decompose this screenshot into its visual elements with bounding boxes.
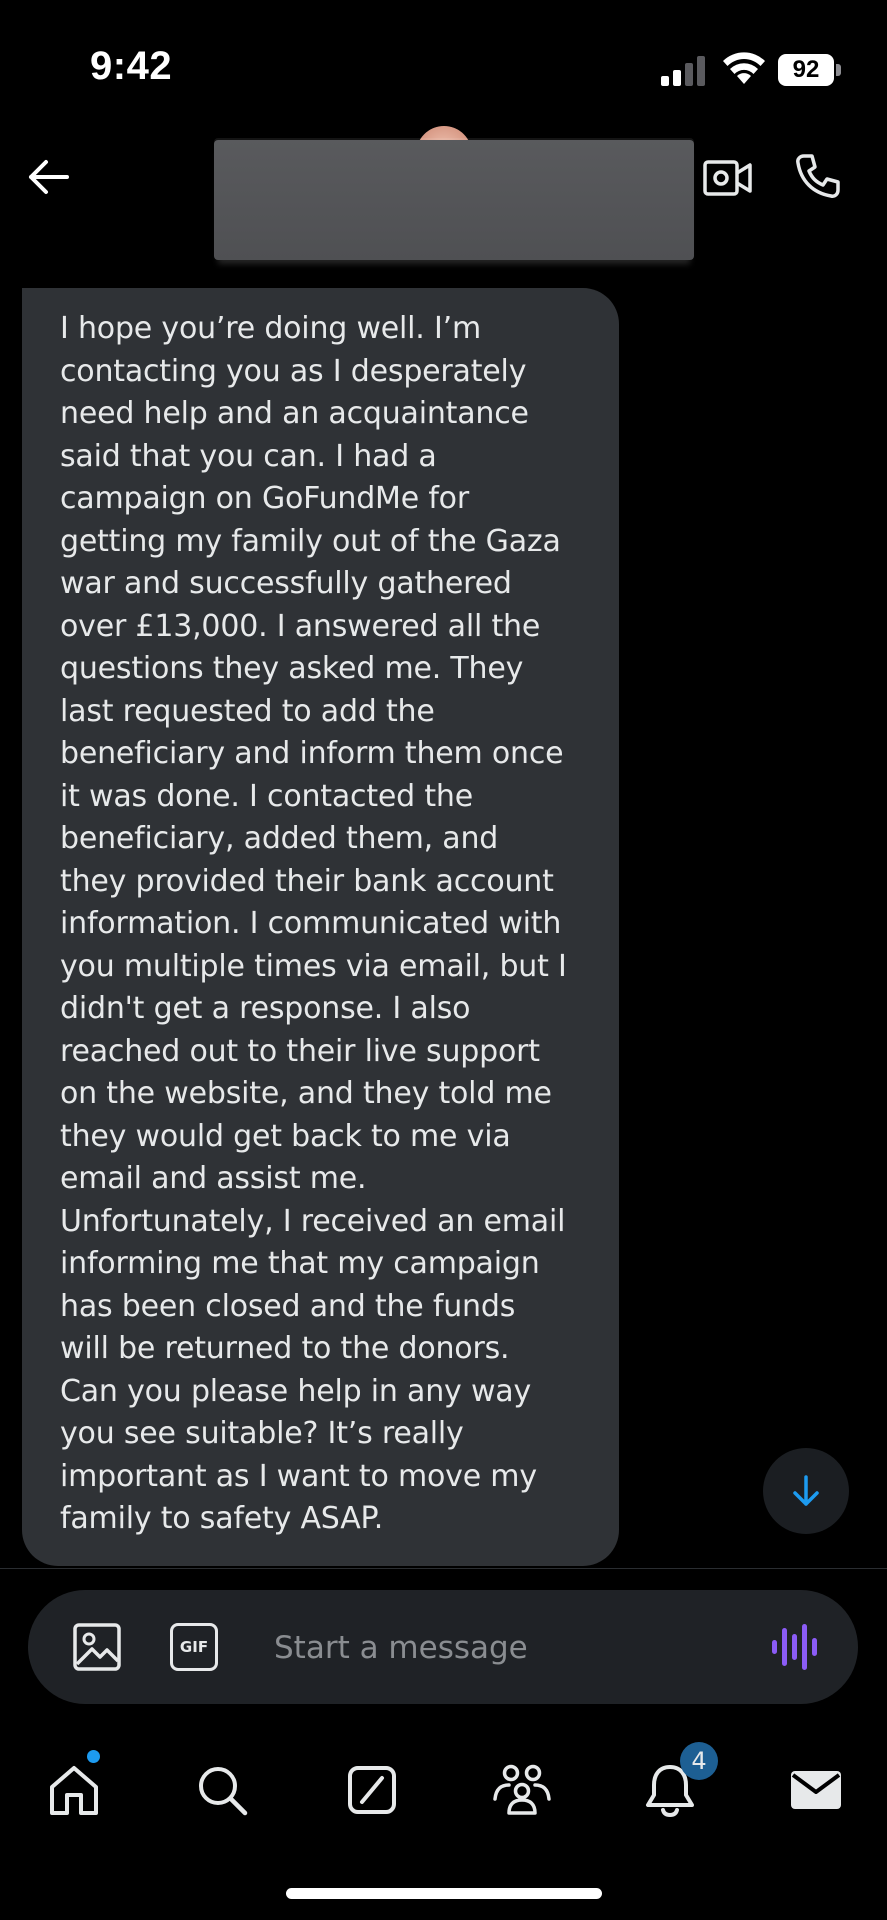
home-icon: [47, 1763, 101, 1817]
wifi-icon: [722, 50, 766, 86]
nav-messages[interactable]: [786, 1760, 846, 1820]
nav-grok[interactable]: [342, 1760, 402, 1820]
redacted-contact-name: [214, 140, 694, 260]
message-text: I hope you’re doing well. I’m contacting you as I desperately need help and an acquaintance said that you can. I had a campaign on GoFundMe for getting my family out of the Gaza war and successfully gathered over £13,000. I answered all the questions they asked me. They last requested to add the beneficiary and inform them once it was done. I contacted the beneficiary, added them, and they provided their bank account information. I communicated with you multiple times via email, but I didn't get a response. I also reached out to their live support on the website, and they told me they would get back to me via email and assist me. Unfortunately, I received an email informing me that my campaign has been closed and the funds will be returned to the donors. Can you please help in any way you see suitable? It’s really important as I want to move my family to safety ASAP.: [60, 311, 567, 1536]
gif-button[interactable]: GIF: [170, 1623, 218, 1671]
voice-message-icon[interactable]: [770, 1620, 822, 1674]
nav-search[interactable]: [192, 1760, 252, 1820]
composer-divider: [0, 1568, 887, 1569]
back-button[interactable]: [22, 150, 76, 204]
phone-icon: [794, 152, 842, 200]
message-input[interactable]: [272, 1612, 746, 1684]
video-camera-icon: [703, 158, 753, 198]
notifications-badge: 4: [680, 1742, 718, 1780]
arrow-down-icon: [791, 1474, 821, 1508]
search-icon: [196, 1764, 248, 1816]
envelope-icon: [789, 1767, 843, 1813]
grok-icon: [346, 1764, 398, 1816]
battery-tip: [836, 64, 841, 76]
message-composer: [28, 1590, 858, 1704]
status-time: 9:42: [90, 44, 173, 88]
video-call-button[interactable]: [700, 150, 756, 206]
home-unread-dot: [87, 1750, 100, 1763]
nav-communities[interactable]: [492, 1760, 552, 1820]
conversation-header: [0, 130, 887, 288]
battery-level: 92: [778, 54, 834, 86]
status-bar: [0, 0, 887, 130]
scroll-to-bottom-button[interactable]: [763, 1448, 849, 1534]
communities-icon: [492, 1763, 552, 1817]
bottom-navigation: [0, 1720, 887, 1850]
battery-icon: [778, 54, 842, 86]
message-bubble[interactable]: [22, 288, 619, 1566]
image-icon[interactable]: [72, 1622, 122, 1672]
nav-home[interactable]: [44, 1760, 104, 1820]
arrow-left-icon: [27, 159, 71, 195]
cellular-signal-icon: [661, 56, 709, 86]
voice-call-button[interactable]: [790, 148, 846, 204]
home-indicator: [286, 1888, 602, 1899]
